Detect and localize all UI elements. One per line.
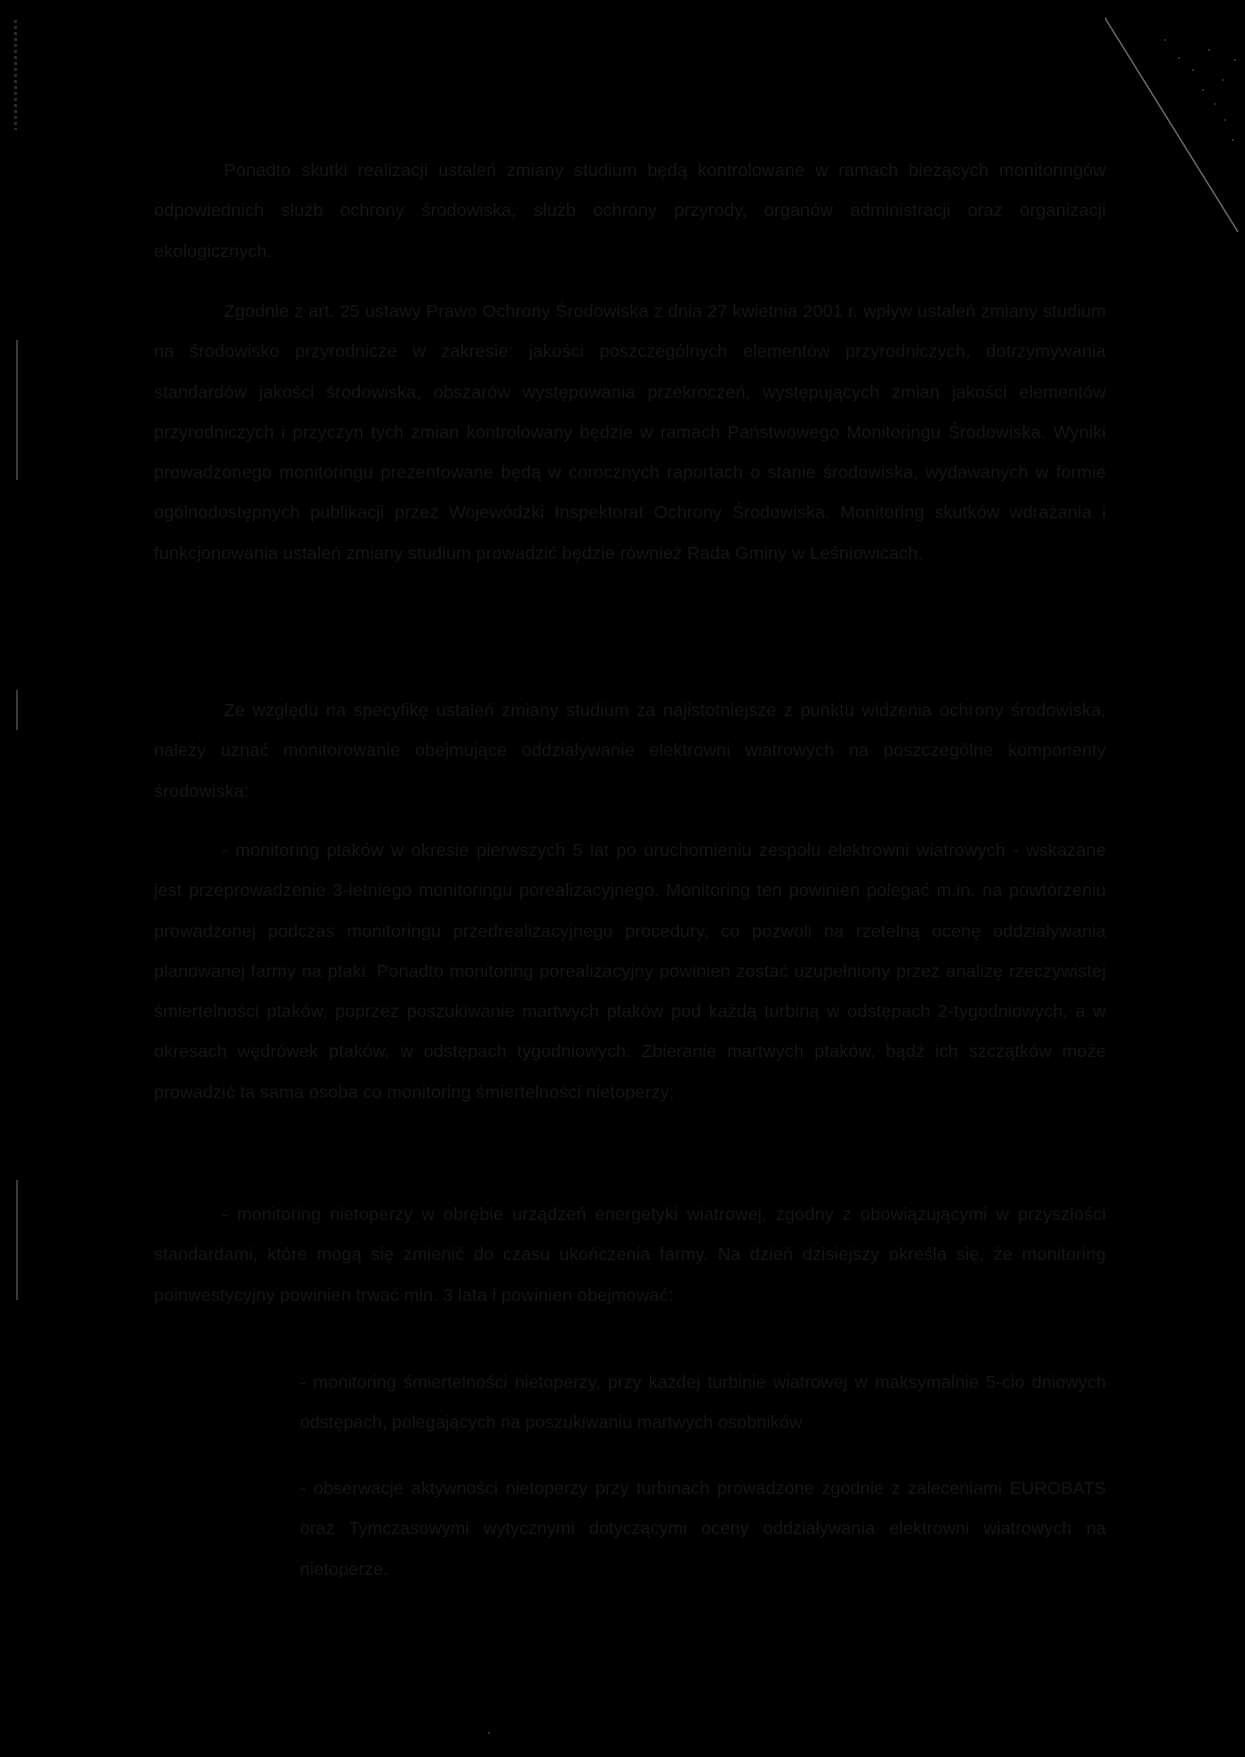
paragraph-specifics: Ze względu na specyfikę ustaleń zmiany studium za najistotniejsze z punktu widzenia ochrony środowiska, należy uznać monitorowanie obejmujące oddziaływanie elektrowni wiatrowych na poszczególne komponenty środowiska: <box>154 700 1106 801</box>
scan-edge-artifact <box>16 690 18 730</box>
sub-item-bat-mortality: - monitoring śmiertelności nietoperzy, przy każdej turbinie wiatrowej w maksymalnie 5-cio dniowych odstępach, polegających na poszukiwaniu martwych osobników <box>300 1372 1106 1433</box>
sub-item-bat-activity: - obserwacje aktywności nietoperzy przy turbinach prowadzone zgodnie z zaleceniami EUROBATS oraz Tymczasowymi wytycznymi dotyczącymi oceny oddziaływania elektrowni wiatrowych na nietoperze. <box>300 1478 1106 1579</box>
paragraph-monitoring-intro: Ponadto skutki realizacji ustaleń zmiany studium będą kontrolowane w ramach bieżących monitoringów odpowiednich służb ochrony środowiska, służb ochrony przyrody, organów administracji oraz organizacji ekologicznych. <box>154 160 1106 261</box>
paragraph-legal-basis: Zgodnie z art. 25 ustawy Prawo Ochrony Środowiska z dnia 27 kwietnia 2001 r. wpływ ustaleń zmiany studium na środowisko przyrodnicze w zakresie: jakości poszczególnych elementów przyrodniczych, dotrzymywania standardów jakości środowiska, obszarów występowania przekroczeń, występujących zmian jakości elementów przyrodniczych i przyczyn tych zmian kontrolowany będzie w ramach Państwowego Monitoringu Środowiska. Wyniki prowadzonego monitoringu prezentowane będą w corocznych raportach o stanie środowiska, wydawanych w formie ogólnodostępnych publikacji przez Wojewódzki Inspektorat Ochrony Środowiska. Monitoring skutków wdrażania i funkcjonowania ustaleń zmiany studium prowadzić będzie również Rada Gminy w Leśniowicach. <box>154 301 1106 563</box>
scan-edge-artifact <box>16 340 18 480</box>
list-item-bat-monitoring: - monitoring nietoperzy w obrębie urządzeń energetyki wiatrowej, zgodny z obowiązującymi w przyszłości standardami, które mogą się zmienić do czasu ukończenia farmy. Na dzień dzisiejszy określa się, że monitoring poinwestycyjny powinien trwać min. 3 lata i powinien obejmować: <box>154 1204 1106 1305</box>
scan-edge-artifact <box>14 20 17 130</box>
corner-fold-artifact <box>1105 0 1245 240</box>
scan-edge-artifact <box>16 1180 18 1300</box>
scan-speck <box>488 1732 490 1734</box>
list-item-bird-monitoring: - monitoring ptaków w okresie pierwszych 5 lat po uruchomieniu zespołu elektrowni wiatrowych - wskazane jest przeprowadzenie 3-letniego monitoringu porealizacyjnego. Monitoring ten powinien polegać m.in. na powtórzeniu prowadzonej podczas monitoringu przedrealizacyjnego procedury, co pozwoli na rzetelną ocenę oddziaływania planowanej farmy na ptaki. Ponadto monitoring porealizacyjny powinien zostać uzupełniony przez analizę rzeczywistej śmiertelności ptaków, poprzez poszukiwanie martwych ptaków pod każdą turbiną w odstępach 2-tygodniowych, a w okresach wędrówek ptaków, w odstępach tygodniowych. Zbieranie martwych ptaków, bądź ich szczątków może prowadzić ta sama osoba co monitoring śmiertelności nietoperzy; <box>154 840 1106 1102</box>
